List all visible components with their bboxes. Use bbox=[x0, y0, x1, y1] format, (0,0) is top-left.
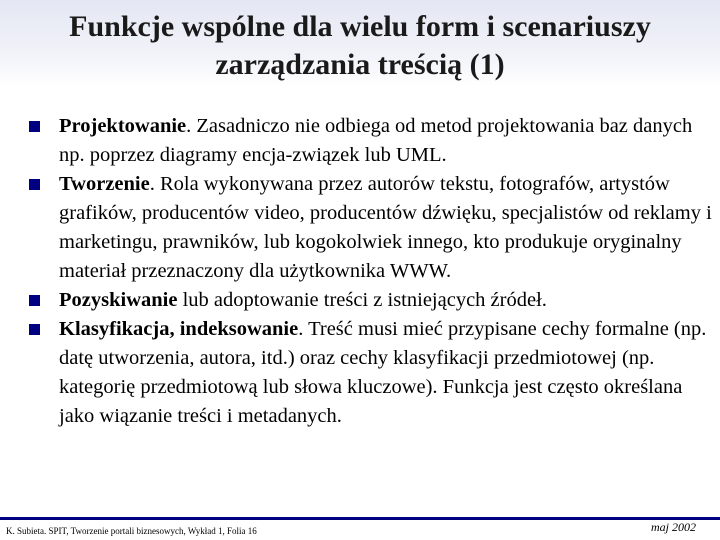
footer-divider bbox=[0, 517, 720, 520]
bullet-list bbox=[28, 112, 718, 431]
square-bullet-icon bbox=[29, 179, 40, 190]
bullet-item-pozyskiwanie bbox=[28, 286, 718, 315]
bullet-term: Tworzenie bbox=[59, 173, 150, 195]
bullet-term: Pozyskiwanie bbox=[59, 289, 178, 311]
bullet-text: . Rola wykonywana przez autorów tekstu, fotografów, artystów grafików, producentów video, producentów dźwięku, specjalistów od reklamy i marketingu, prawników, lub kogokolwiek innego, kto produkuje oryginalny materiał przeznaczony dla użytkownika WWW. bbox=[59, 173, 712, 282]
bullet-term: Klasyfikacja, indeksowanie bbox=[59, 318, 299, 340]
bullet-text: lub adoptowanie treści z istniejących źródeł. bbox=[177, 289, 547, 311]
footer-date: maj 2002 bbox=[651, 520, 696, 534]
bullet-text: . Zasadniczo nie odbiega od metod projektowania baz danych np. poprzez diagramy encja-związek lub UML. bbox=[59, 115, 693, 166]
bullet-item-tworzenie bbox=[28, 170, 718, 286]
bullet-item-projektowanie bbox=[28, 112, 718, 170]
footer-credit: K. Subieta. SPIT, Tworzenie portali biznesowych, Wykład 1, Folia 16 bbox=[6, 526, 257, 536]
bullet-text: . Treść musi mieć przypisane cechy formalne (np. datę utworzenia, autora, itd.) oraz cechy klasyfikacji przedmiotowej (np. kategorię przedmiotową lub słowa kluczowe). Funkcja jest często określana jako wiązanie treści i metadanych. bbox=[59, 318, 707, 427]
slide-title-line-1: Funkcje wspólne dla wielu form i scenariuszy bbox=[69, 10, 651, 43]
square-bullet-icon bbox=[29, 295, 40, 306]
slide-title bbox=[0, 8, 720, 84]
bullet-item-klasyfikacja bbox=[28, 315, 718, 431]
square-bullet-icon bbox=[29, 121, 40, 132]
bullet-term: Projektowanie bbox=[59, 115, 187, 137]
square-bullet-icon bbox=[29, 324, 40, 335]
slide-title-line-2: zarządzania treścią (1) bbox=[215, 48, 505, 81]
